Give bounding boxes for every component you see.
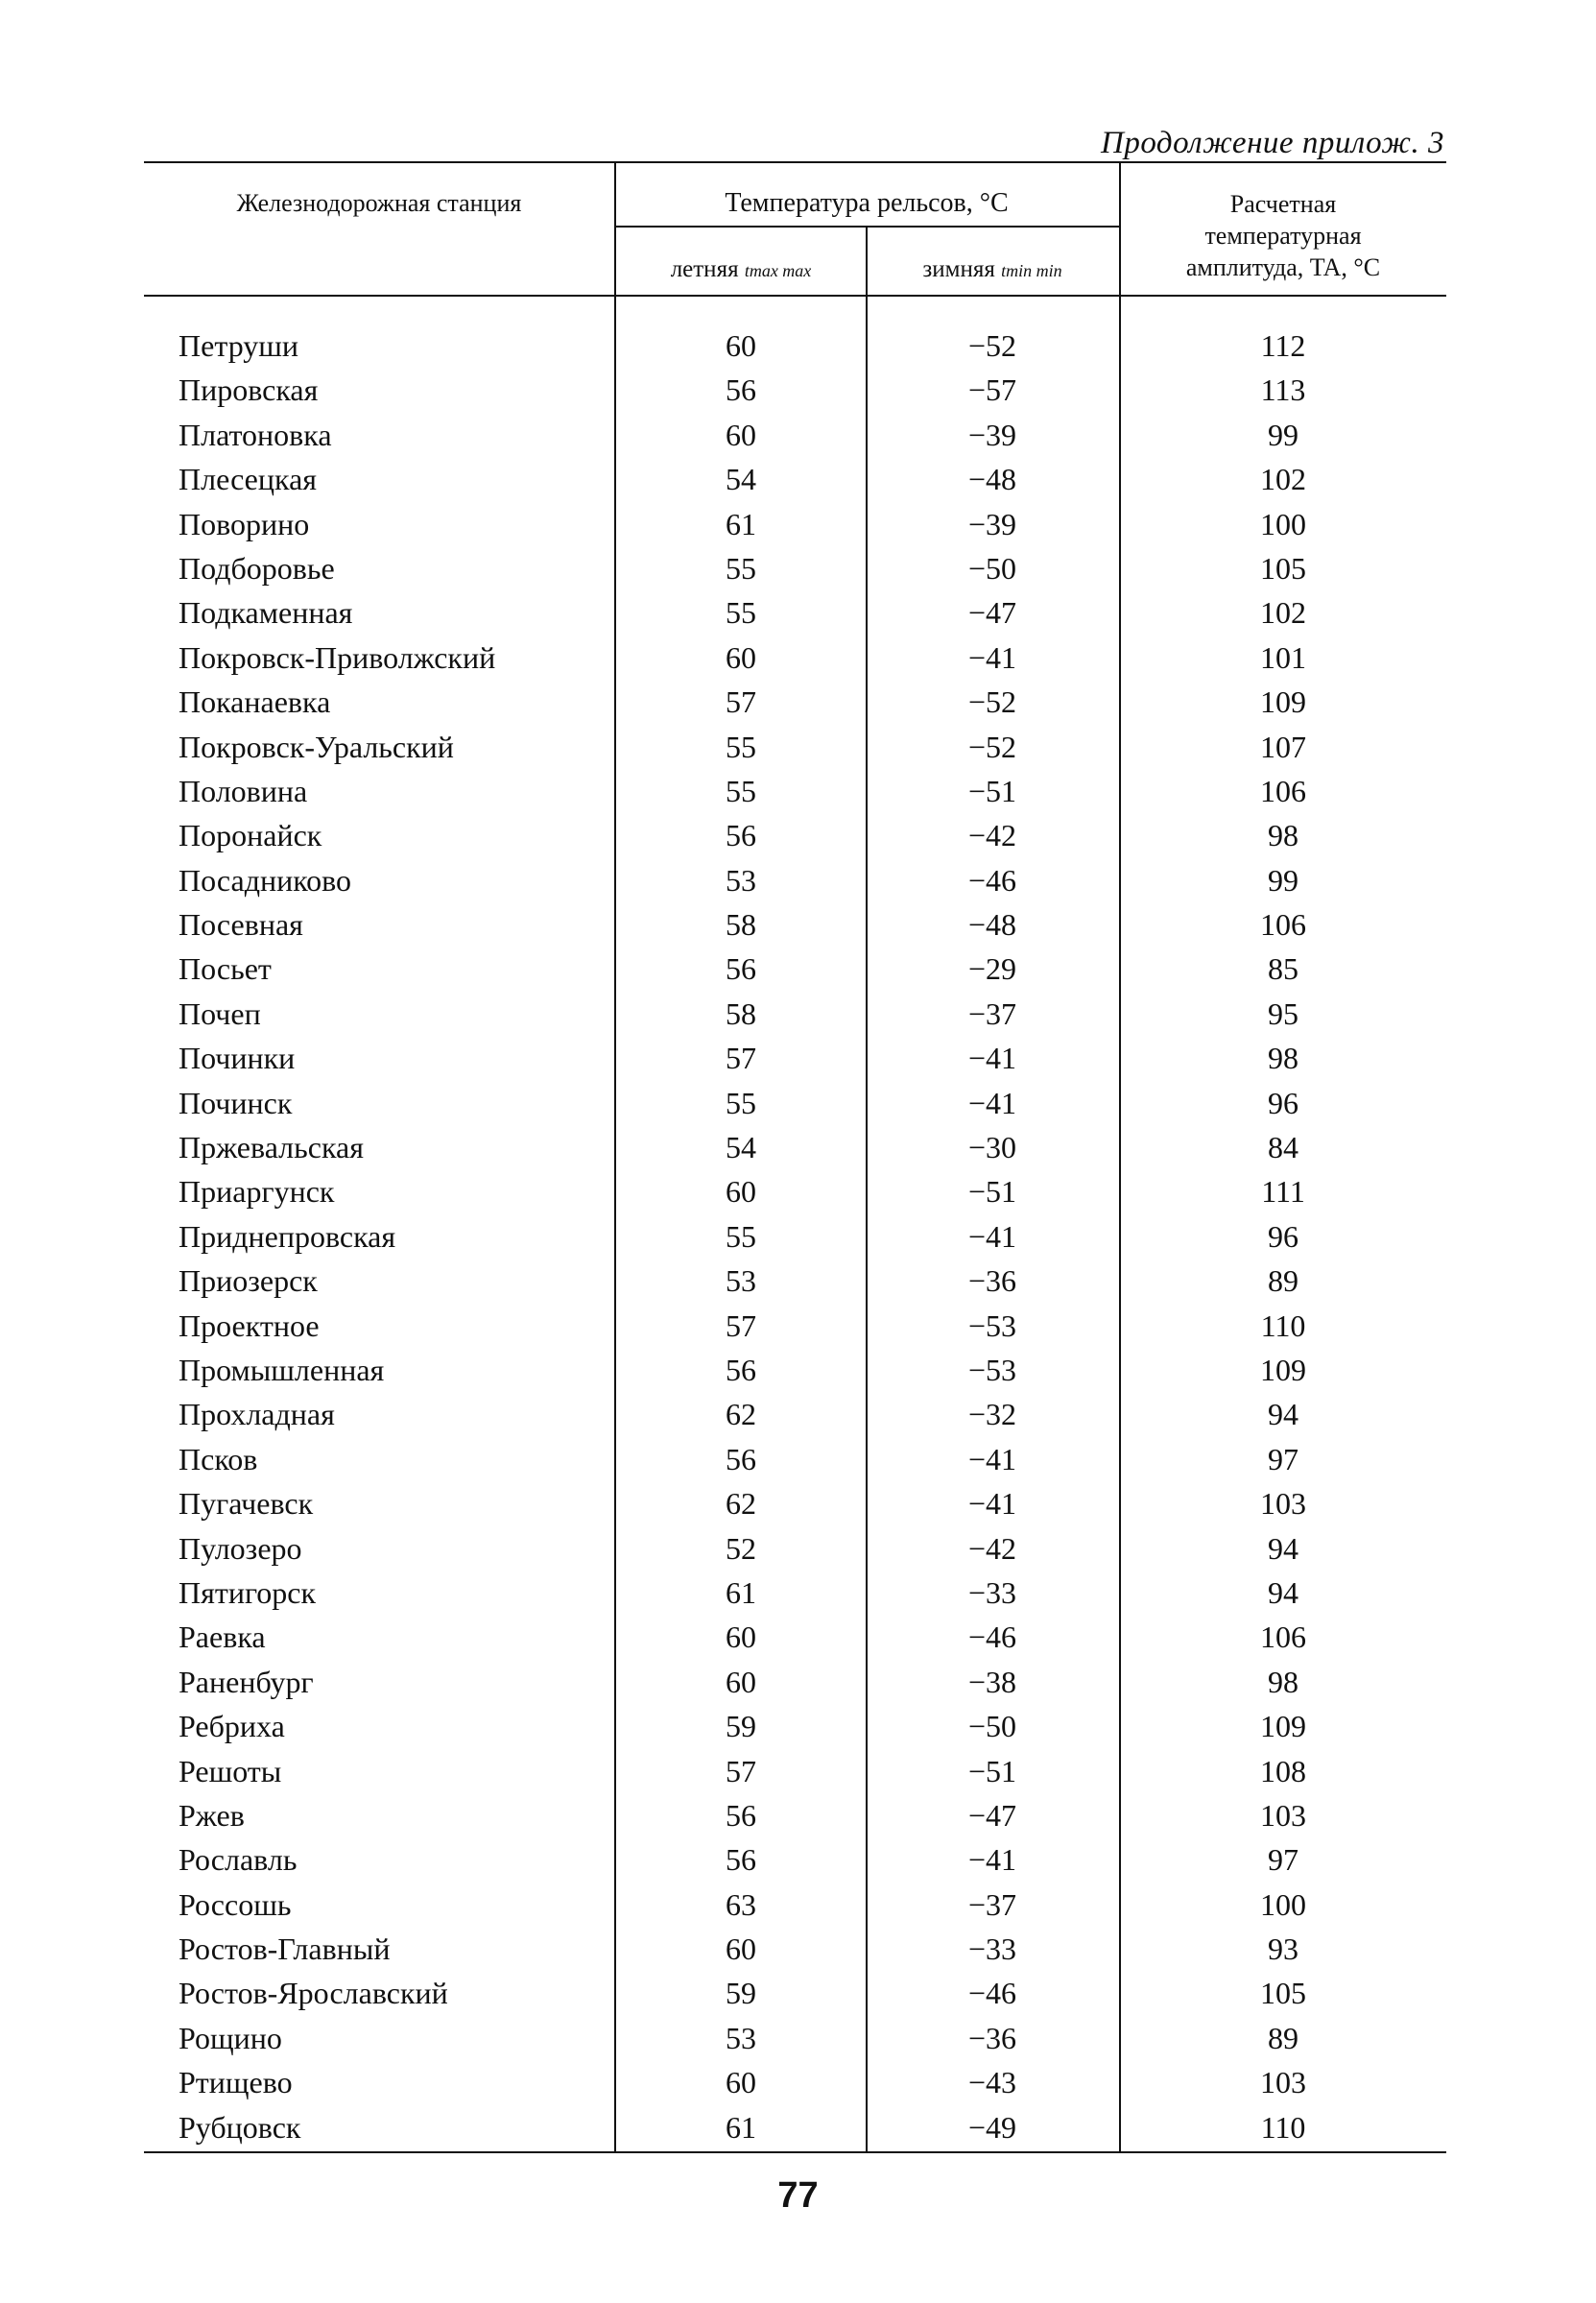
winter-temp-cell: −46 (967, 1976, 1017, 2011)
amplitude-cell: 95 (1268, 996, 1298, 1031)
winter-temp-cell: −51 (967, 1174, 1017, 1210)
subheader-rule (615, 226, 1120, 228)
station-cell: Пржевальская (179, 1130, 364, 1165)
summer-temp-cell: 54 (726, 1130, 756, 1165)
amplitude-cell: 93 (1268, 1931, 1298, 1967)
table-row (0, 1793, 1596, 1837)
table-row (0, 1259, 1596, 1303)
summer-temp-cell: 59 (726, 1976, 756, 2011)
summer-temp-cell: 53 (726, 1263, 756, 1299)
amplitude-cell: 109 (1260, 684, 1306, 720)
header-winter-label: зимняя (922, 256, 995, 282)
summer-temp-cell: 60 (726, 1664, 756, 1699)
summer-temp-cell: 62 (726, 1486, 756, 1522)
station-cell: Решоты (179, 1753, 282, 1788)
summer-temp-cell: 61 (726, 2109, 756, 2145)
station-cell: Раненбург (179, 1664, 314, 1699)
table-row (0, 1125, 1596, 1169)
winter-temp-cell: −32 (967, 1397, 1017, 1432)
summer-temp-cell: 56 (726, 1352, 756, 1387)
amplitude-cell: 100 (1260, 1886, 1306, 1922)
summer-temp-cell: 57 (726, 1753, 756, 1788)
summer-temp-cell: 61 (726, 1574, 756, 1610)
table-row (0, 636, 1596, 680)
table-row (0, 902, 1596, 947)
winter-temp-cell: −41 (967, 1842, 1017, 1878)
header-amplitude-line3: амплитуда, TA, °C (1185, 253, 1381, 281)
table-row (0, 1036, 1596, 1080)
summer-temp-cell: 54 (726, 462, 756, 497)
winter-temp-cell: −51 (967, 1753, 1017, 1788)
table-row (0, 1971, 1596, 2015)
summer-temp-cell: 53 (726, 862, 756, 898)
winter-temp-cell: −57 (967, 372, 1017, 408)
winter-temp-cell: −29 (967, 951, 1017, 987)
table-body (0, 324, 1596, 2149)
winter-temp-cell: −30 (967, 1130, 1017, 1165)
summer-temp-cell: 61 (726, 506, 756, 541)
winter-temp-cell: −47 (967, 595, 1017, 631)
winter-temp-cell: −42 (967, 1530, 1017, 1566)
station-cell: Псков (179, 1441, 258, 1476)
station-cell: Приднепровская (179, 1218, 396, 1254)
header-rail-temperature: Температура рельсов, °C (725, 188, 1009, 218)
header-station: Железнодорожная станция (236, 189, 522, 217)
summer-temp-cell: 63 (726, 1886, 756, 1922)
station-cell: Ртищево (179, 2065, 293, 2100)
summer-temp-cell: 55 (726, 1085, 756, 1120)
amplitude-cell: 106 (1260, 1619, 1306, 1655)
station-cell: Рославль (179, 1842, 298, 1878)
summer-temp-cell: 56 (726, 818, 756, 853)
winter-temp-cell: −50 (967, 1709, 1017, 1744)
amplitude-cell: 94 (1268, 1397, 1298, 1432)
station-cell: Пулозеро (179, 1530, 302, 1566)
summer-temp-cell: 57 (726, 1307, 756, 1343)
station-cell: Россошь (179, 1886, 292, 1922)
summer-temp-cell: 57 (726, 684, 756, 720)
winter-temp-cell: −41 (967, 639, 1017, 675)
station-cell: Посевная (179, 907, 303, 943)
winter-temp-cell: −48 (967, 907, 1017, 943)
station-cell: Ребриха (179, 1709, 285, 1744)
amplitude-cell: 110 (1260, 1307, 1306, 1343)
winter-temp-cell: −43 (967, 2065, 1017, 2100)
header-amplitude-line2: температурная (1204, 222, 1362, 250)
amplitude-cell: 113 (1260, 372, 1306, 408)
table-row (0, 1571, 1596, 1615)
amplitude-cell: 110 (1260, 2109, 1306, 2145)
station-cell: Подкаменная (179, 595, 353, 631)
amplitude-cell: 111 (1261, 1174, 1305, 1210)
winter-temp-cell: −42 (967, 818, 1017, 853)
station-cell: Починки (179, 1041, 296, 1076)
summer-temp-cell: 60 (726, 1174, 756, 1210)
header-summer (615, 254, 867, 286)
summer-temp-cell: 56 (726, 1441, 756, 1476)
amplitude-cell: 103 (1260, 2065, 1306, 2100)
winter-temp-cell: −37 (967, 1886, 1017, 1922)
table-row (0, 1214, 1596, 1259)
station-cell: Посадниково (179, 862, 352, 898)
winter-temp-cell: −46 (967, 1619, 1017, 1655)
table-row (0, 368, 1596, 412)
table-row (0, 858, 1596, 902)
amplitude-cell: 102 (1260, 462, 1306, 497)
table-row (0, 2105, 1596, 2149)
amplitude-cell: 84 (1268, 1130, 1298, 1165)
station-cell: Рощино (179, 2020, 282, 2055)
station-cell: Подборовье (179, 550, 335, 586)
table-row (0, 1837, 1596, 1882)
header-summer-sub: tmax max (744, 261, 812, 280)
winter-temp-cell: −39 (967, 506, 1017, 541)
winter-temp-cell: −39 (967, 417, 1017, 452)
winter-temp-cell: −53 (967, 1307, 1017, 1343)
amplitude-cell: 100 (1260, 506, 1306, 541)
table-row (0, 1883, 1596, 1927)
station-cell: Поканаевка (179, 684, 331, 720)
station-cell: Пугачевск (179, 1486, 314, 1522)
winter-temp-cell: −52 (967, 328, 1017, 363)
amplitude-cell: 89 (1268, 1263, 1298, 1299)
amplitude-cell: 99 (1268, 862, 1298, 898)
station-cell: Приаргунск (179, 1174, 335, 1210)
summer-temp-cell: 56 (726, 951, 756, 987)
winter-temp-cell: −41 (967, 1441, 1017, 1476)
winter-temp-cell: −37 (967, 996, 1017, 1031)
station-cell: Рубцовск (179, 2109, 301, 2145)
table-row (0, 947, 1596, 991)
table-row (0, 413, 1596, 457)
winter-temp-cell: −33 (967, 1574, 1017, 1610)
amplitude-cell: 98 (1268, 818, 1298, 853)
station-cell: Проектное (179, 1307, 320, 1343)
table-row (0, 1704, 1596, 1748)
table-row (0, 1348, 1596, 1392)
header-winter-sub: tmin min (1001, 261, 1062, 280)
winter-temp-cell: −48 (967, 462, 1017, 497)
header-summer-label: летняя (670, 256, 739, 282)
summer-temp-cell: 60 (726, 1931, 756, 1967)
station-cell: Приозерск (179, 1263, 318, 1299)
summer-temp-cell: 60 (726, 1619, 756, 1655)
table-row (0, 680, 1596, 724)
table-row (0, 1660, 1596, 1704)
summer-temp-cell: 60 (726, 417, 756, 452)
page-number: 77 (777, 2175, 819, 2216)
summer-temp-cell: 56 (726, 1797, 756, 1833)
summer-temp-cell: 55 (726, 729, 756, 764)
amplitude-cell: 102 (1260, 595, 1306, 631)
summer-temp-cell: 57 (726, 1041, 756, 1076)
summer-temp-cell: 58 (726, 996, 756, 1031)
winter-temp-cell: −46 (967, 862, 1017, 898)
amplitude-cell: 105 (1260, 550, 1306, 586)
table-row (0, 502, 1596, 546)
amplitude-cell: 89 (1268, 2020, 1298, 2055)
amplitude-cell: 97 (1268, 1441, 1298, 1476)
table-top-rule (144, 161, 1446, 163)
summer-temp-cell: 55 (726, 773, 756, 808)
amplitude-cell: 107 (1260, 729, 1306, 764)
winter-temp-cell: −51 (967, 773, 1017, 808)
table-row (0, 546, 1596, 590)
station-cell: Пировская (179, 372, 319, 408)
table-row (0, 1526, 1596, 1571)
station-cell: Прохладная (179, 1397, 335, 1432)
table-bottom-rule (144, 2151, 1446, 2153)
table-row (0, 1304, 1596, 1348)
amplitude-cell: 96 (1268, 1085, 1298, 1120)
station-cell: Ростов-Главный (179, 1931, 391, 1967)
winter-temp-cell: −52 (967, 729, 1017, 764)
summer-temp-cell: 52 (726, 1530, 756, 1566)
amplitude-cell: 112 (1260, 328, 1306, 363)
summer-temp-cell: 53 (726, 2020, 756, 2055)
header-bottom-rule (144, 295, 1446, 297)
table-row (0, 1749, 1596, 1793)
station-cell: Промышленная (179, 1352, 385, 1387)
station-cell: Покровск-Уральский (179, 729, 454, 764)
station-cell: Поворино (179, 506, 310, 541)
amplitude-cell: 85 (1268, 951, 1298, 987)
summer-temp-cell: 56 (726, 372, 756, 408)
station-cell: Починск (179, 1085, 293, 1120)
summer-temp-cell: 55 (726, 595, 756, 631)
amplitude-cell: 106 (1260, 907, 1306, 943)
continuation-note: Продолжение прилож. 3 (1101, 126, 1444, 160)
summer-temp-cell: 56 (726, 1842, 756, 1878)
amplitude-cell: 97 (1268, 1842, 1298, 1878)
amplitude-cell: 101 (1260, 639, 1306, 675)
station-cell: Раевка (179, 1619, 266, 1655)
table-row (0, 1081, 1596, 1125)
summer-temp-cell: 59 (726, 1709, 756, 1744)
station-cell: Платоновка (179, 417, 332, 452)
winter-temp-cell: −36 (967, 2020, 1017, 2055)
amplitude-cell: 103 (1260, 1797, 1306, 1833)
table-row (0, 1437, 1596, 1481)
table-row (0, 725, 1596, 769)
header-winter (867, 254, 1118, 286)
winter-temp-cell: −41 (967, 1218, 1017, 1254)
table-row (0, 992, 1596, 1036)
station-cell: Половина (179, 773, 308, 808)
winter-temp-cell: −53 (967, 1352, 1017, 1387)
amplitude-cell: 106 (1260, 773, 1306, 808)
summer-temp-cell: 58 (726, 907, 756, 943)
table-row (0, 324, 1596, 368)
table-row (0, 813, 1596, 857)
station-cell: Почеп (179, 996, 261, 1031)
table-row (0, 1169, 1596, 1213)
table-row (0, 769, 1596, 813)
summer-temp-cell: 60 (726, 2065, 756, 2100)
amplitude-cell: 99 (1268, 417, 1298, 452)
amplitude-cell: 98 (1268, 1664, 1298, 1699)
station-cell: Плесецкая (179, 462, 317, 497)
summer-temp-cell: 62 (726, 1397, 756, 1432)
table-row (0, 1615, 1596, 1659)
table-row (0, 1481, 1596, 1525)
amplitude-cell: 108 (1260, 1753, 1306, 1788)
winter-temp-cell: −36 (967, 1263, 1017, 1299)
winter-temp-cell: −41 (967, 1085, 1017, 1120)
station-cell: Ржев (179, 1797, 245, 1833)
amplitude-cell: 98 (1268, 1041, 1298, 1076)
amplitude-cell: 94 (1268, 1530, 1298, 1566)
summer-temp-cell: 60 (726, 328, 756, 363)
winter-temp-cell: −41 (967, 1041, 1017, 1076)
header-amplitude-line1: Расчетная (1229, 190, 1337, 218)
winter-temp-cell: −41 (967, 1486, 1017, 1522)
winter-temp-cell: −47 (967, 1797, 1017, 1833)
amplitude-cell: 109 (1260, 1352, 1306, 1387)
table-row (0, 1927, 1596, 1971)
winter-temp-cell: −49 (967, 2109, 1017, 2145)
summer-temp-cell: 55 (726, 1218, 756, 1254)
amplitude-cell: 103 (1260, 1486, 1306, 1522)
table-row (0, 2060, 1596, 2104)
table-row (0, 1392, 1596, 1436)
winter-temp-cell: −52 (967, 684, 1017, 720)
winter-temp-cell: −38 (967, 1664, 1017, 1699)
summer-temp-cell: 60 (726, 639, 756, 675)
table-row (0, 2016, 1596, 2060)
winter-temp-cell: −33 (967, 1931, 1017, 1967)
amplitude-cell: 109 (1260, 1709, 1306, 1744)
station-cell: Ростов-Ярославский (179, 1976, 448, 2011)
summer-temp-cell: 55 (726, 550, 756, 586)
station-cell: Покровск-Приволжский (179, 639, 496, 675)
winter-temp-cell: −50 (967, 550, 1017, 586)
station-cell: Поронайск (179, 818, 322, 853)
table-row (0, 590, 1596, 635)
amplitude-cell: 94 (1268, 1574, 1298, 1610)
table-row (0, 457, 1596, 501)
amplitude-cell: 96 (1268, 1218, 1298, 1254)
station-cell: Петруши (179, 328, 299, 363)
station-cell: Пятигорск (179, 1574, 317, 1610)
amplitude-cell: 105 (1260, 1976, 1306, 2011)
header-amplitude (1120, 188, 1446, 283)
station-cell: Посьет (179, 951, 272, 987)
